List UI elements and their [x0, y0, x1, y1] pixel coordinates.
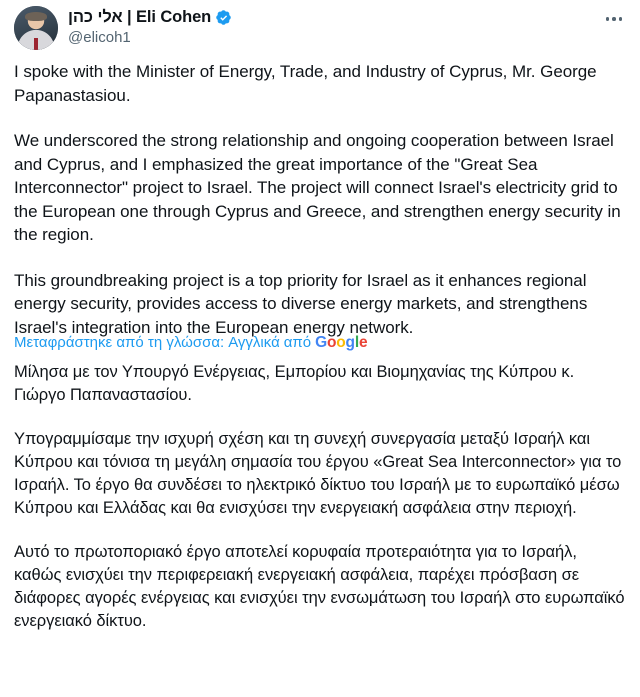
avatar-tie-detail — [34, 38, 38, 50]
google-letter-l: l — [354, 334, 359, 351]
more-dot-1 — [606, 17, 610, 21]
author-block — [68, 6, 232, 47]
author-name-line — [68, 7, 232, 27]
tweet-paragraph: I spoke with the Minister of Energy, Trade, and Industry of Cyprus, Mr. George Papanastasiou. — [14, 62, 602, 105]
verified-badge-icon — [215, 9, 232, 26]
tweet-paragraph: We underscored the strong relationship and ongoing cooperation between Israel and Cyprus, and I emphasized the great importance of the "Great Sea Interconnector" project to Israel. The project will connect Israel's electricity grid to the European one through Cyprus and Greece, and strengthen energy security in the region. — [14, 131, 626, 244]
more-dot-2 — [612, 17, 616, 21]
google-letter-o2: o — [336, 334, 346, 351]
google-letter-g: G — [315, 334, 327, 351]
google-letter-g2: g — [345, 334, 355, 351]
translation-by-word: από — [283, 334, 312, 351]
more-options-icon[interactable] — [600, 8, 628, 30]
tweet-paragraph: This groundbreaking project is a top priority for Israel as it enhances regional energy security, provides access to diverse energy markets, and strengthens Israel's integration into the European energy network. — [14, 270, 592, 337]
avatar-hair-detail — [25, 12, 46, 21]
tweet-text-original — [14, 60, 626, 339]
translated-paragraph: Μίλησα με τον Υπουργό Ενέργειας, Εμπορίου και Βιομηχανίας της Κύπρου κ. Γιώργο Παπαναστασίου. — [14, 363, 579, 404]
google-letter-o1: o — [326, 334, 337, 351]
google-letter-e: e — [358, 334, 368, 351]
translated-paragraph: Αυτό το πρωτοποριακό έργο αποτελεί κορυφαία προτεραιότητα για το Ισραήλ, καθώς ενισχύει την περιφερειακή ενεργειακή ασφάλεια, παρέχει πρόσβαση σε διάφορες αγορές ενέργειας και ενισχύει την ενσωμάτωση του Ισραήλ στο ευρωπαϊκό ενεργειακό δίκτυο. — [14, 543, 630, 630]
translation-notice[interactable] — [14, 333, 626, 353]
author-handle[interactable]: @elicoh1 — [68, 29, 131, 46]
more-dot-3 — [619, 17, 623, 21]
translation-notice-prefix: Μεταφράστηκε από τη γλώσσα: — [14, 334, 225, 351]
tweet-text-translated — [14, 361, 630, 633]
avatar[interactable] — [14, 6, 58, 50]
google-logo — [315, 333, 367, 353]
display-name[interactable]: אלי כהן | Eli Cohen — [68, 8, 212, 26]
translation-source-language: Αγγλικά — [228, 334, 280, 351]
translated-paragraph: Υπογραμμίσαμε την ισχυρή σχέση και τη συνεχή συνεργασία μεταξύ Ισραήλ και Κύπρου και τόνισα τη μεγάλη σημασία του έργου «Great Sea Interconnector» για το Ισραήλ. Το έργο θα συνδέσει το ηλεκτρικό δίκτυο του Ισραήλ με το ευρωπαϊκό μέσω Κύπρου και Ελλάδας και θα ενισχύσει την ενεργειακή ασφάλεια στην περιοχή. — [14, 430, 626, 517]
tweet-header — [14, 6, 626, 54]
